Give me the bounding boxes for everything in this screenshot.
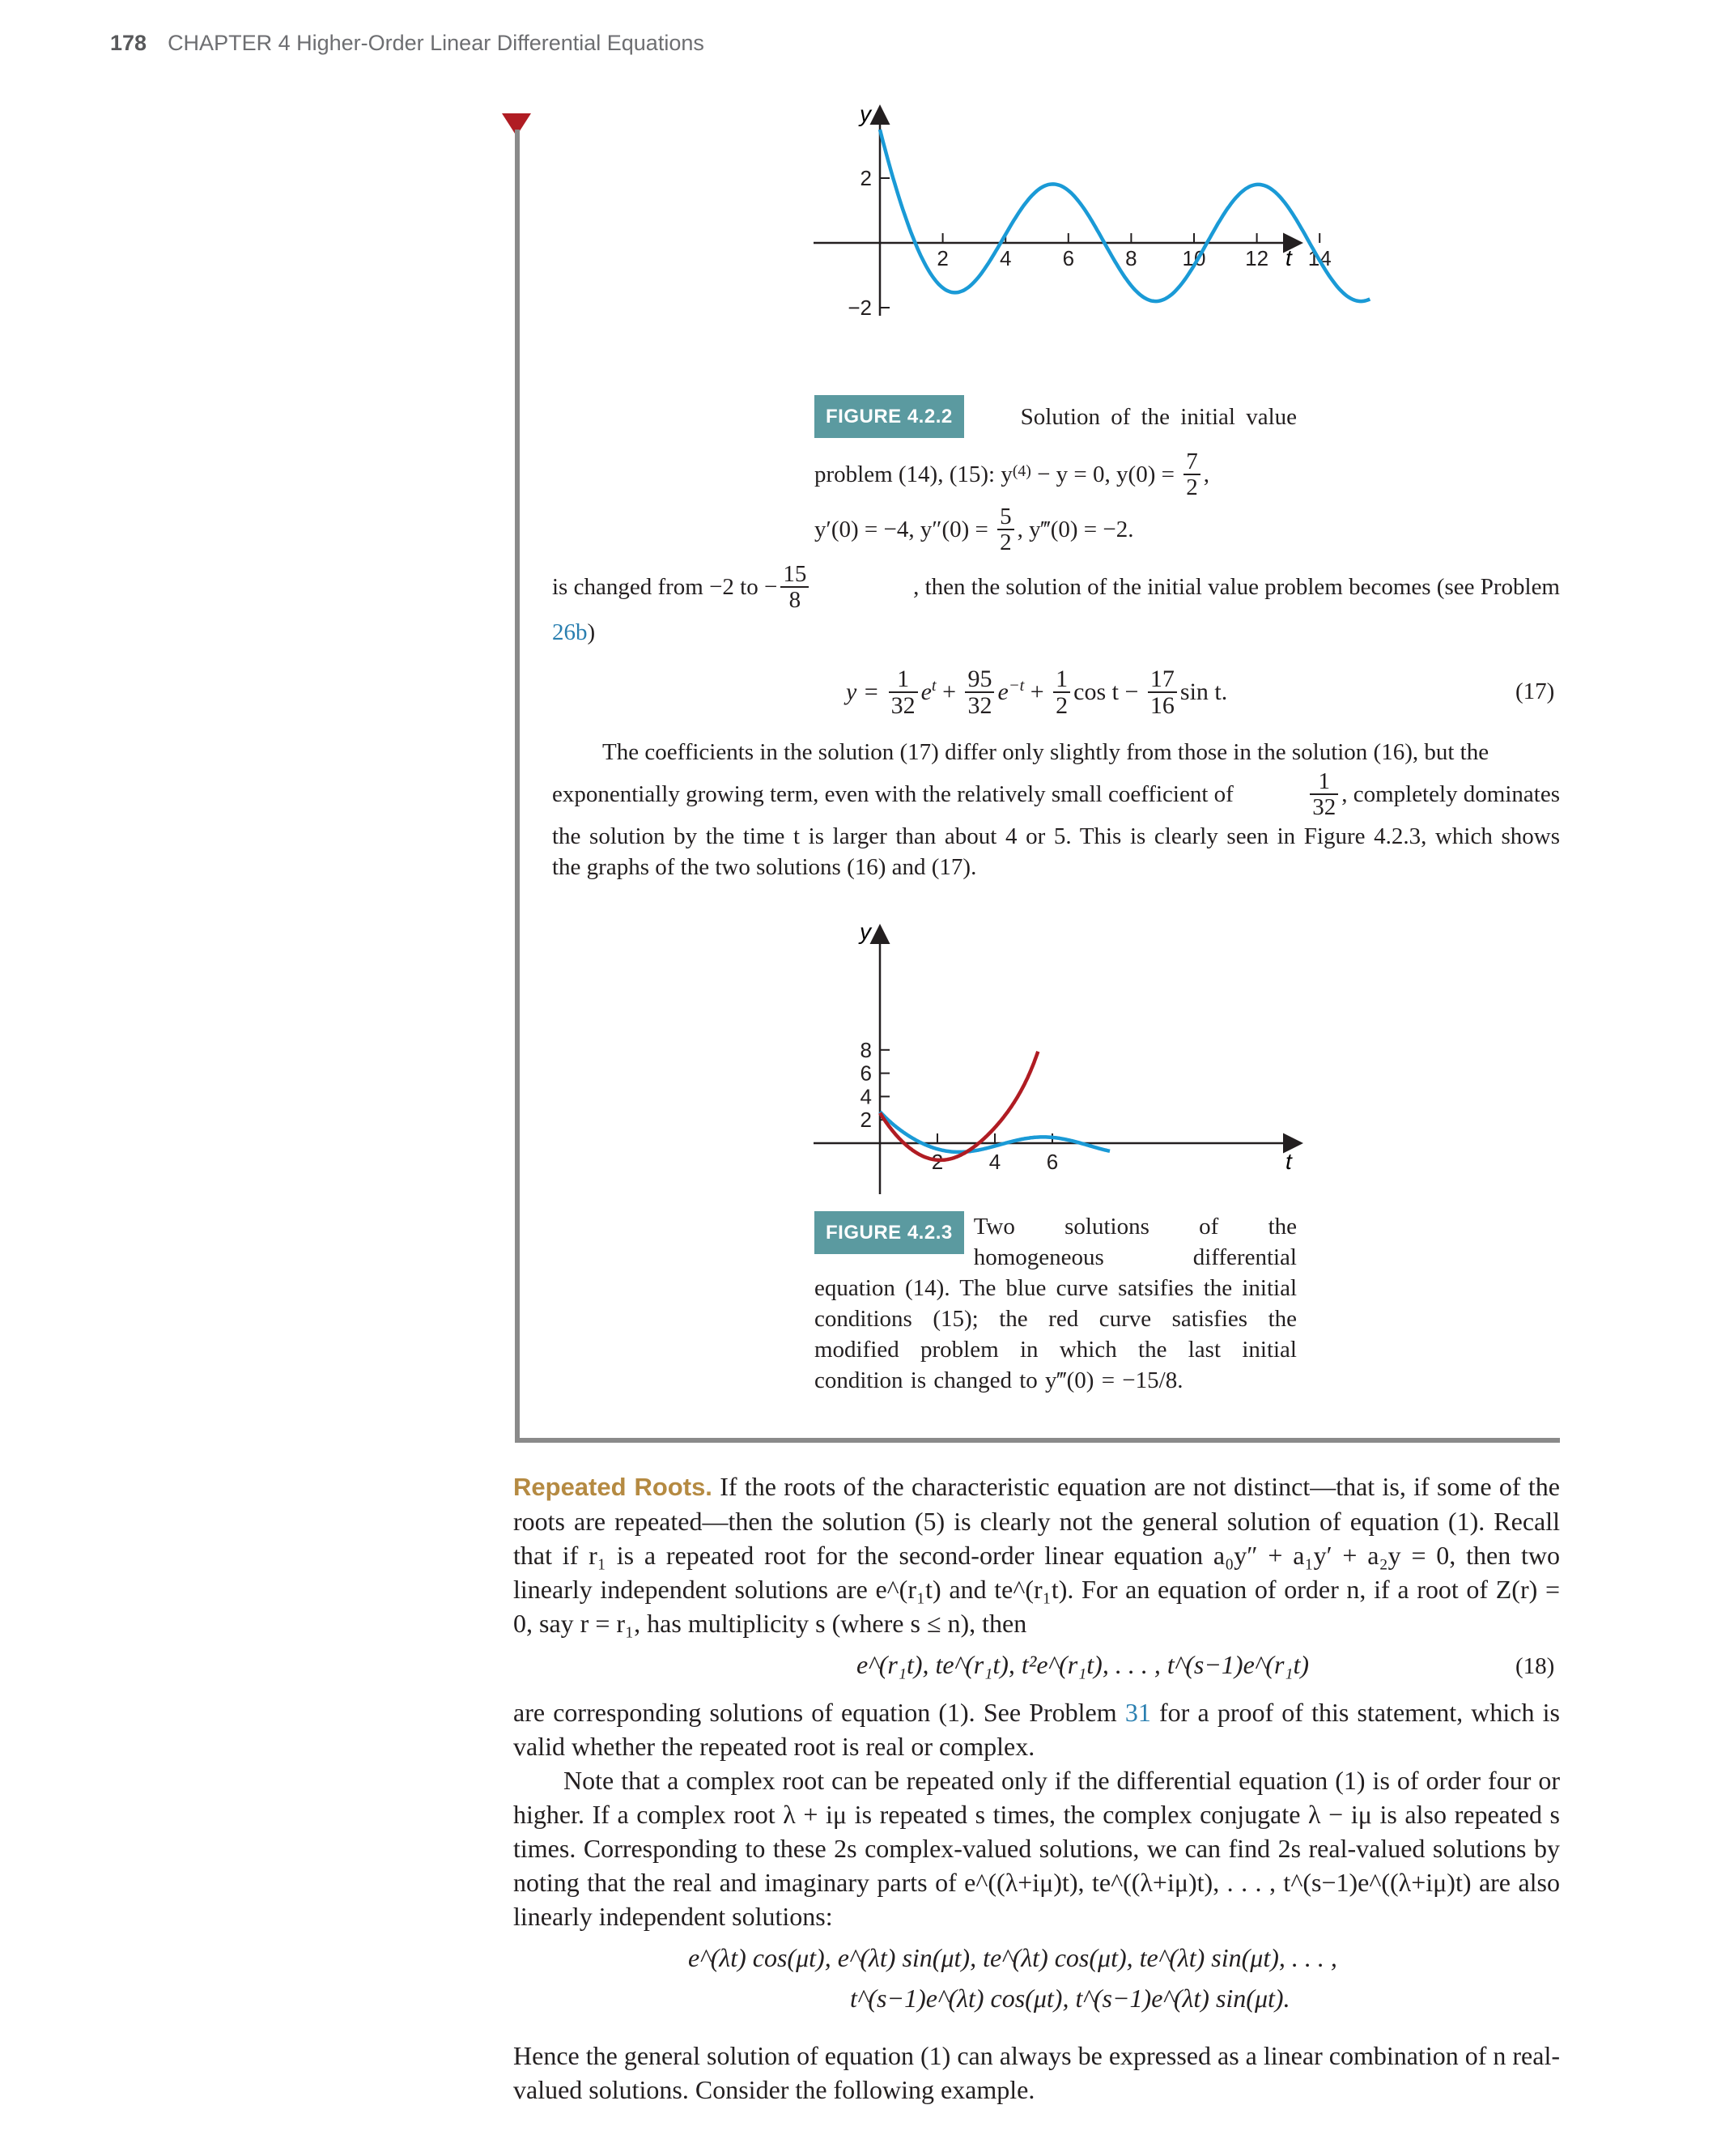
caption-line-1: Solution of the initial value	[1020, 403, 1297, 430]
figure-4-2-3-graph	[801, 915, 1319, 1198]
x-tick-label: 8	[1125, 246, 1137, 270]
fraction-7-2	[1183, 449, 1200, 500]
y-tick-label: 4	[860, 1084, 872, 1109]
eq-sup: t	[931, 676, 937, 695]
figure-box-bottom-rule	[515, 1438, 1560, 1443]
y-tick-label: 6	[860, 1061, 872, 1086]
denominator: 8	[788, 587, 801, 613]
caption-text: y′(0) = −4, y″(0) =	[814, 517, 995, 542]
denominator: 32	[967, 692, 992, 719]
numerator: 7	[1183, 449, 1200, 475]
numerator: 1	[889, 666, 918, 694]
page-number: 178	[110, 31, 147, 55]
eq-lhs: y =	[846, 678, 886, 705]
y-tick-label: 2	[860, 1108, 872, 1133]
numerator: 1	[1053, 666, 1070, 694]
paragraph-general-solution: Hence the general solution of equation (1) can always be expressed as a linear combination of n real-valued solutions. Consider the following example.	[513, 2041, 1560, 2104]
solution-curve	[880, 130, 1370, 301]
eq-term: cos t −	[1073, 678, 1145, 705]
frac	[965, 666, 994, 719]
text: , then the solution of the initial value problem becomes (see Problem	[913, 574, 1560, 600]
paragraph-changed	[552, 559, 1560, 648]
text: is changed from −2 to −	[552, 574, 778, 600]
y-tick-label: −2	[848, 296, 872, 320]
numerator: 1	[1310, 769, 1338, 795]
numerator: 95	[965, 666, 994, 694]
paragraph-text: If the roots of the characteristic equation are not distinct—that is, if some of the roots are repeated—then the solution (5) is clearly not the general solution of equation (1). Recall that if r₁ is a repeated root for the second-order linear equation a₀y″ + a₁y′ + a₂y = 0, then two linearly independent solutions are e^(r₁t) and te^(r₁t). For an equation of order n, if a root of Z(r) = 0, say r = r₁, has multiplicity s (where s ≤ n), then	[513, 1472, 1560, 1638]
para-text: exponentially growing term, even with the relatively small coefficient of	[552, 781, 1234, 807]
chapter-title: CHAPTER 4 Higher-Order Linear Differential Equations	[168, 31, 704, 55]
y-tick-label: 8	[860, 1037, 872, 1062]
problem-31-link[interactable]: 31	[1124, 1698, 1151, 1727]
x-tick-label: 14	[1307, 246, 1332, 270]
eq-op: +	[1024, 678, 1051, 705]
eq-sup: −t	[1008, 676, 1025, 695]
fraction-15-8	[780, 562, 809, 613]
y-axis-label: y	[860, 101, 871, 126]
x-axis-label: t	[1285, 245, 1292, 270]
frac	[1053, 666, 1070, 719]
x-tick-label: 12	[1245, 246, 1269, 270]
figure-label: FIGURE 4.2.2	[814, 395, 964, 438]
denominator: 2	[1056, 692, 1069, 719]
paragraph-coefficients	[552, 737, 1560, 882]
x-tick-label: 2	[931, 1150, 944, 1174]
caption-line-2: problem (14), (15): y $^{(4)}$ − y = 0, y(0) = $\frac{7}{2}$ ,	[814, 448, 1209, 500]
equation-real-solutions-line-1: e^(λt) cos(μt), e^(λt) sin(μt), te^(λt) cos(μt), te^(λt) sin(μt), . . . ,	[688, 1943, 1337, 1972]
figure-4-2-2-caption	[814, 395, 1297, 555]
paragraph-text: are corresponding solutions of equation (1). See Problem	[513, 1698, 1125, 1727]
para-line: the solution by the time t is larger than about 4 or 5. This is clearly seen in Figure 4.2.3, which shows	[552, 823, 1560, 849]
denominator: 2	[1186, 474, 1198, 500]
figure-4-2-2-graph	[801, 97, 1332, 340]
frac	[1148, 666, 1177, 719]
x-tick-label: 2	[937, 246, 949, 270]
x-tick-label: 4	[988, 1150, 1001, 1174]
fraction-1-32	[1310, 769, 1338, 820]
x-tick-label: 10	[1182, 246, 1206, 270]
denominator: 32	[890, 692, 916, 719]
x-axis-label: t	[1285, 1149, 1292, 1174]
figure-box-left-rule	[515, 130, 520, 1443]
caption-text: problem (14), (15): y	[814, 461, 1013, 487]
x-tick-label: 4	[999, 246, 1012, 270]
x-tick-label: 6	[1062, 246, 1075, 270]
section-heading: Repeated Roots.	[513, 1473, 712, 1501]
eq-term: e	[920, 678, 932, 705]
x-tick-label: 6	[1046, 1150, 1059, 1174]
caption-text: , y‴(0) = −2.	[1017, 517, 1134, 542]
numerator: 17	[1148, 666, 1177, 694]
para-line: The coefficients in the solution (17) differ only slightly from those in the solution (16), but the	[602, 739, 1489, 765]
frac	[889, 666, 918, 719]
eq-op: +	[936, 678, 962, 705]
eq-term: sin t.	[1179, 678, 1228, 705]
y-axis-label: y	[860, 919, 871, 944]
blue-solution-curve	[880, 1112, 1110, 1152]
paragraph-text: for a proof of this statement, which is valid whether the repeated root is real or complex.	[513, 1698, 1561, 1761]
y-tick-label: 2	[860, 166, 872, 190]
denominator: 32	[1312, 794, 1336, 820]
para-text: , completely dominates	[1341, 781, 1560, 807]
figure-4-2-3-caption	[814, 1211, 1297, 1396]
equation-17	[846, 660, 1227, 725]
text: )	[587, 619, 596, 645]
figure-label: FIGURE 4.2.3	[814, 1211, 964, 1254]
equation-17-number: (17)	[1515, 678, 1555, 704]
caption-text: Two solutions of the homogeneous differential equation (14). The blue curve satsifies the initial conditions (15); the red curve satisfies the modified problem in which the last initial condition is changed to y‴(0) = −15/8.	[814, 1214, 1297, 1393]
denominator: 2	[1000, 529, 1012, 555]
equation-real-solutions-line-2: t^(s−1)e^(λt) cos(μt), t^(s−1)e^(λt) sin(μt).	[850, 1984, 1290, 2013]
caption-text: − y = 0, y(0) =	[1030, 461, 1181, 487]
problem-26b-link[interactable]: 26b	[552, 619, 588, 645]
caption-line-3	[814, 504, 1297, 555]
caption-sup: (4)	[1012, 462, 1031, 480]
para-line: the graphs of the two solutions (16) and (17).	[552, 854, 977, 880]
numerator: 5	[997, 504, 1014, 530]
eq-term: e	[997, 678, 1009, 705]
equation-18-number: (18)	[1515, 1653, 1555, 1679]
paragraph-complex-root: Note that a complex root can be repeated only if the differential equation (1) is of order four or higher. If a complex root λ + iμ is repeated s times, the complex conjugate λ − iμ is also repeated s times. Corresponding to these 2s complex-valued solutions, we can find 2s real-valued solutions by noting that the real and imaginary parts of e^((λ+iμ)t), te^((λ+iμ)t), . . . , t^(s−1)e^((λ+iμ)t) are also linearly independent solutions:	[513, 1766, 1560, 1931]
equation-18: e^(r₁t), te^(r₁t), t²e^(r₁t), . . . , t^(s−1)e^(r₁t)	[856, 1650, 1310, 1679]
running-header	[110, 31, 704, 56]
denominator: 16	[1149, 692, 1175, 719]
fraction-5-2	[997, 504, 1014, 555]
numerator: 15	[780, 562, 809, 588]
repeated-roots-paragraph	[513, 1469, 1560, 1640]
paragraph-see-problem	[513, 1695, 1560, 1763]
